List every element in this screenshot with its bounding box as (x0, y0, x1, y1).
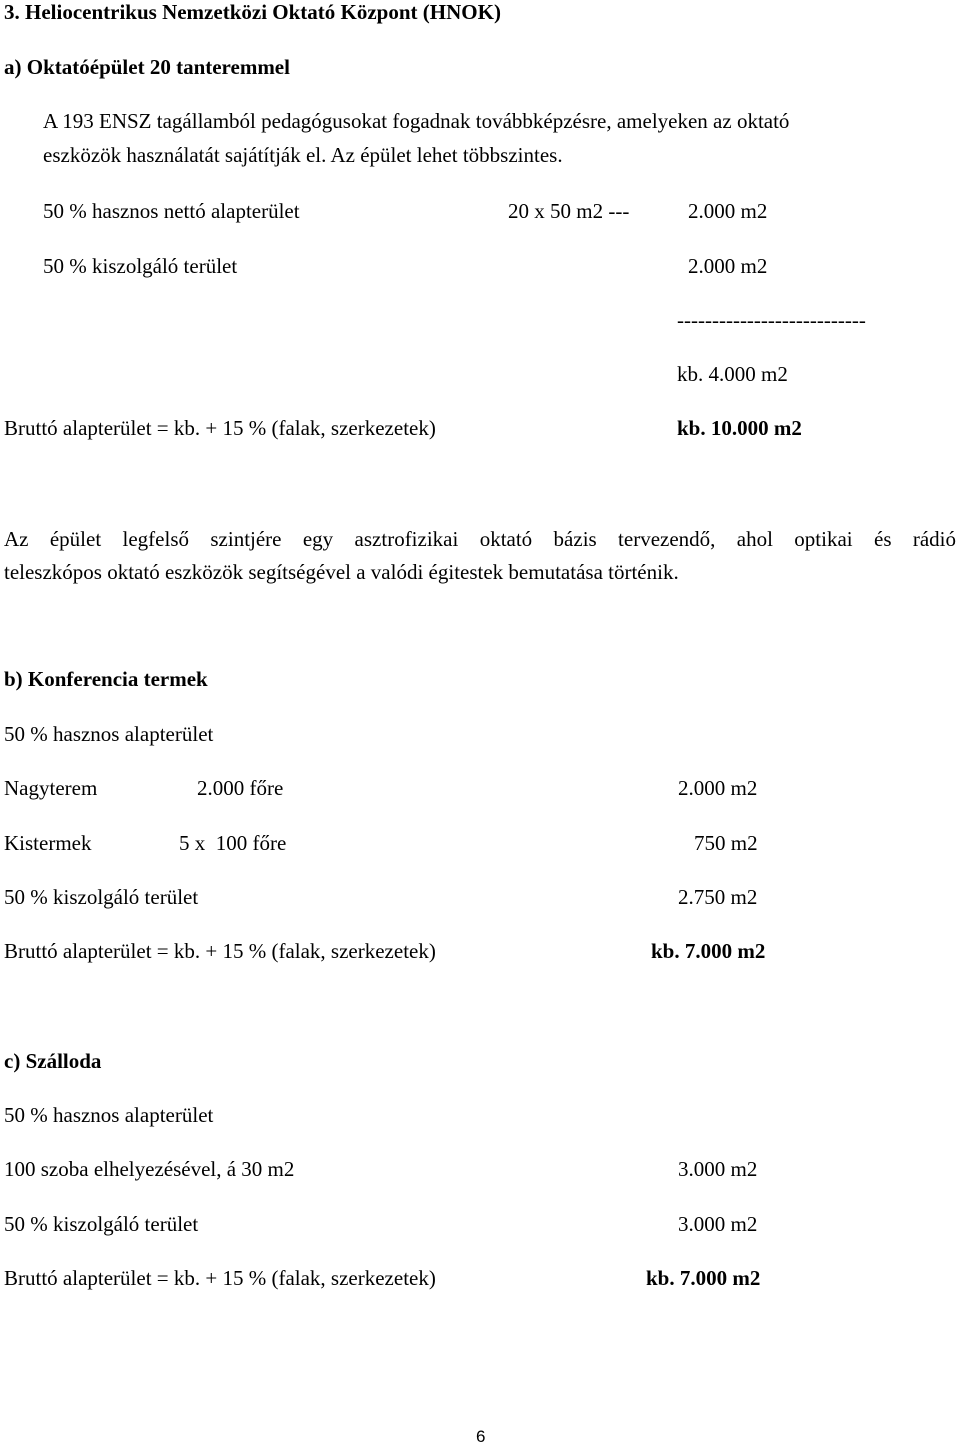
gross-area-label-c: Bruttó alapterület = kb. + 15 % (falak, szerkezetek) (4, 1266, 436, 1290)
gross-area-label-a: Bruttó alapterület = kb. + 15 % (falak, szerkezetek) (4, 416, 436, 440)
row-value-rooms: 3.000 m2 (678, 1157, 758, 1181)
gross-area-value-b: kb. 7.000 m2 (651, 939, 766, 963)
row-label-rooms: 100 szoba elhelyezésével, á 30 m2 (4, 1157, 295, 1181)
subsection-c-heading: c) Szálloda (4, 1049, 102, 1073)
sum-divider: --------------------------- (677, 308, 866, 332)
row-label-service-area-c: 50 % kiszolgáló terület (4, 1212, 199, 1236)
useful-area-label-b: 50 % hasznos alapterület (4, 722, 214, 746)
intro-line-2: eszközök használatát sajátítják el. Az épület lehet többszintes. (43, 143, 563, 167)
section-title: 3. Heliocentrikus Nemzetközi Oktató Központ (HNOK) (4, 0, 501, 24)
gross-area-label-b: Bruttó alapterület = kb. + 15 % (falak, szerkezetek) (4, 939, 436, 963)
row-calc-small-rooms: 5 x 100 főre (179, 831, 287, 855)
subsection-b-heading: b) Konferencia termek (4, 667, 208, 691)
note-paragraph-line-1: Az épület legfelső szintjére egy asztrofizikai oktató bázis tervezendő, ahol optikai és rádió (4, 527, 956, 551)
row-label-net-area: 50 % hasznos nettó alapterület (43, 199, 300, 223)
row-label-service-area: 50 % kiszolgáló terület (43, 254, 238, 278)
intro-line-1: A 193 ENSZ tagállamból pedagógusokat fogadnak továbbképzésre, amelyeken az oktató (43, 109, 790, 133)
row-value-net-area: 2.000 m2 (688, 199, 768, 223)
gross-area-value-a: kb. 10.000 m2 (677, 416, 802, 440)
row-label-small-rooms: Kistermek (4, 831, 92, 855)
subsection-a-heading: a) Oktatóépület 20 tanteremmel (4, 55, 290, 79)
useful-area-label-c: 50 % hasznos alapterület (4, 1103, 214, 1127)
row-label-main-hall: Nagyterem (4, 776, 98, 800)
note-paragraph-line-2: teleszkópos oktató eszközök segítségével a valódi égitestek bemutatása történik. (4, 560, 679, 584)
row-value-small-rooms: 750 m2 (694, 831, 758, 855)
row-calc-main-hall: 2.000 főre (197, 776, 284, 800)
row-label-service-area-b: 50 % kiszolgáló terület (4, 885, 199, 909)
row-value-service-area-b: 2.750 m2 (678, 885, 758, 909)
row-value-main-hall: 2.000 m2 (678, 776, 758, 800)
page-number: 6 (476, 1427, 486, 1446)
row-value-service-area-c: 3.000 m2 (678, 1212, 758, 1236)
subtotal-value: kb. 4.000 m2 (677, 362, 788, 386)
gross-area-value-c: kb. 7.000 m2 (646, 1266, 761, 1290)
row-calc-net-area: 20 x 50 m2 --- (508, 199, 630, 223)
row-value-service-area: 2.000 m2 (688, 254, 768, 278)
